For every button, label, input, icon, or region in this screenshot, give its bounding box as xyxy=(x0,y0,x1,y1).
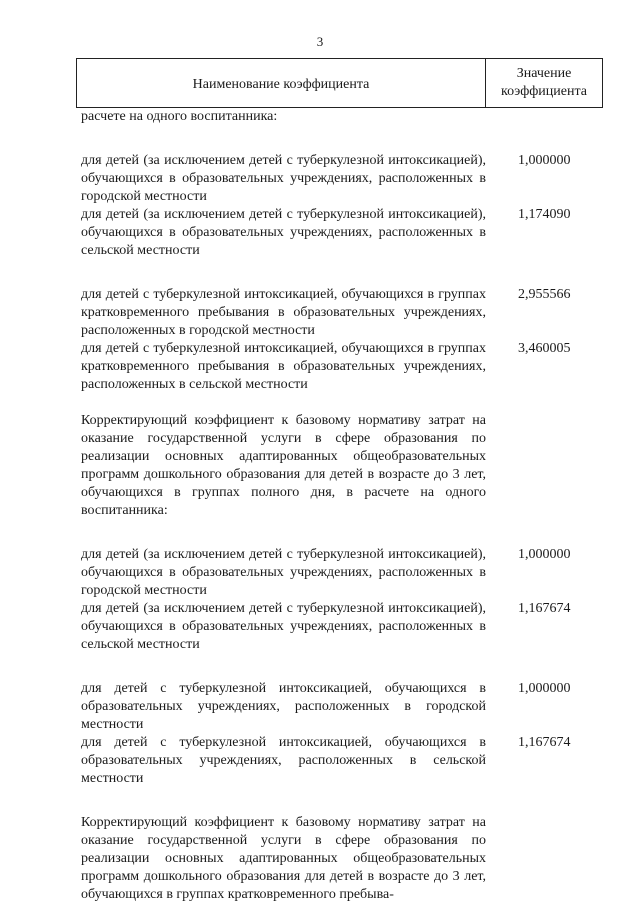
row-description: для детей с туберкулезной интоксикацией, обучающихся в группах кратковременного пребывания в образовательных учреждениях, расположенных в городской местности xyxy=(81,287,486,338)
row-value: 1,174090 xyxy=(518,207,571,222)
row-value: 3,460005 xyxy=(518,341,571,356)
row-value: 1,000000 xyxy=(518,547,571,562)
section-paragraph: Корректирующий коэффициент к базовому нормативу затрат на оказание государственной услуги в сфере образования по реализации основных адаптированных общеобразовательных программ дошкольного образования для детей в возрасте до 3 лет, обучающихся в группах полного дня, в расчете на одного воспитанника: xyxy=(81,413,486,518)
row-description: для детей (за исключением детей с туберкулезной интоксикацией), обучающихся в образовательных учреждениях, расположенных в городской местности xyxy=(81,547,486,598)
row-description: для детей (за исключением детей с туберкулезной интоксикацией), обучающихся в образовательных учреждениях, расположенных в городской местности xyxy=(81,153,486,204)
lead-text: расчете на одного воспитанника: xyxy=(81,109,278,124)
table-row xyxy=(81,734,603,788)
row-value: 1,000000 xyxy=(518,681,571,696)
table-row xyxy=(81,340,603,394)
row-value: 1,167674 xyxy=(518,735,571,750)
table-row xyxy=(81,546,603,600)
column-header-value-line2: коэффициента xyxy=(501,84,587,99)
row-description: для детей с туберкулезной интоксикацией, обучающихся в образовательных учреждениях, расположенных в городской местности xyxy=(81,681,486,732)
table-row xyxy=(81,152,603,206)
row-value: 2,955566 xyxy=(518,287,571,302)
section-paragraph: Корректирующий коэффициент к базовому нормативу затрат на оказание государственной услуги в сфере образования по реализации основных адаптированных общеобразовательных программ дошкольного образования для детей в возрасте до 3 лет, обучающихся в группах кратковременного пребыва- xyxy=(81,815,486,902)
row-description: для детей (за исключением детей с туберкулезной интоксикацией), обучающихся в образовательных учреждениях, расположенных в сельской местности xyxy=(81,601,486,652)
table-row xyxy=(81,680,603,734)
column-header-value-line1: Значение xyxy=(516,66,572,81)
table-row xyxy=(81,206,603,260)
page-number: 3 xyxy=(316,34,324,49)
column-header-name: Наименование коэффициента xyxy=(77,59,486,107)
coefficient-table-body xyxy=(81,108,603,904)
row-description: для детей с туберкулезной интоксикацией, обучающихся в группах кратковременного пребывания в образовательных учреждениях, расположенных в сельской местности xyxy=(81,341,486,392)
table-row xyxy=(81,286,603,340)
table-row xyxy=(81,600,603,654)
column-header-value xyxy=(486,59,602,107)
coefficient-table-header xyxy=(76,58,603,108)
row-value: 1,167674 xyxy=(518,601,571,616)
row-value: 1,000000 xyxy=(518,153,571,168)
row-description: для детей (за исключением детей с туберкулезной интоксикацией), обучающихся в образовательных учреждениях, расположенных в сельской местности xyxy=(81,207,486,258)
row-description: для детей с туберкулезной интоксикацией, обучающихся в образовательных учреждениях, расположенных в сельской местности xyxy=(81,735,486,786)
